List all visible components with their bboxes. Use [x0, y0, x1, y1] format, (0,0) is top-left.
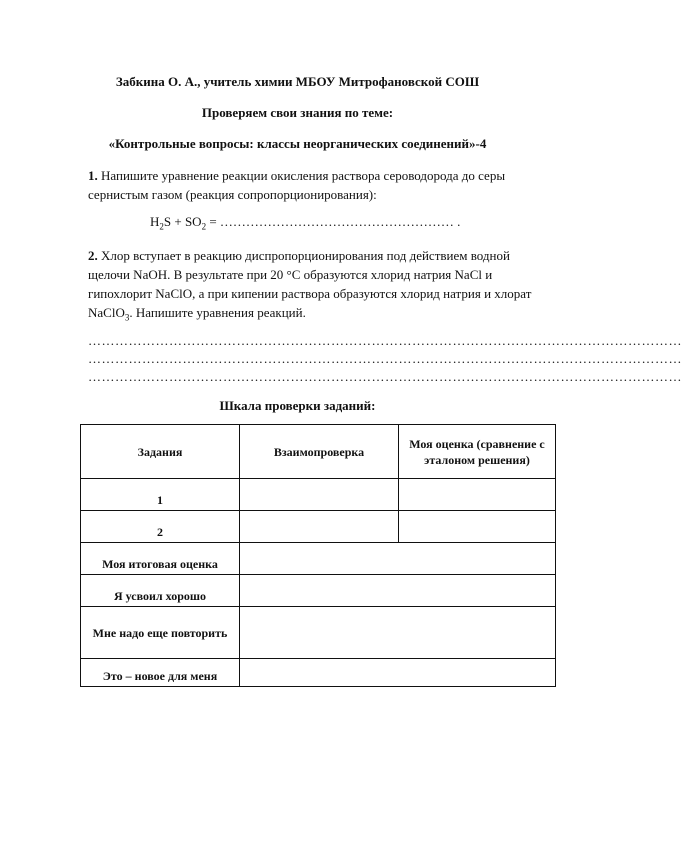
- summary-value-cell[interactable]: [240, 543, 556, 575]
- task2-paragraph: [88, 246, 550, 322]
- formula-h-sub: 2: [159, 221, 164, 232]
- task1-paragraph: [88, 166, 550, 204]
- summary-value-cell[interactable]: [240, 575, 556, 607]
- summary-label: Мне надо еще повторить: [81, 607, 240, 659]
- summary-row: [81, 543, 556, 575]
- table-row: [81, 511, 556, 543]
- table-header-row: [81, 425, 556, 479]
- task1-text: Напишите уравнение реакции окисления раствора сероводорода до серы сернистым газом (реакция сопропорционирования):: [88, 168, 506, 202]
- subtitle: Проверяем свои знания по теме:: [201, 105, 394, 120]
- summary-label: Моя итоговая оценка: [81, 543, 240, 575]
- summary-row: [81, 575, 556, 607]
- peer-check-cell[interactable]: [240, 511, 399, 543]
- formula-so-sub: 2: [201, 221, 207, 232]
- formula-answer-blank: = ……………………………………………… .: [206, 214, 461, 229]
- peer-check-cell[interactable]: [240, 479, 399, 511]
- self-grade-cell[interactable]: [399, 511, 556, 543]
- header-tasks: Задания: [81, 425, 240, 479]
- task-number-cell: 1: [81, 479, 240, 511]
- summary-row: [81, 607, 556, 659]
- summary-label: Это – новое для меня: [81, 659, 240, 687]
- topic-title: «Контрольные вопросы: классы неорганических соединений»-4: [108, 136, 487, 151]
- formula-s-so: S + SO: [163, 214, 202, 229]
- header-self-grade: Моя оценка (сравнение с эталоном решения): [399, 425, 556, 479]
- summary-value-cell[interactable]: [240, 607, 556, 659]
- answer-line[interactable]: ……………………………………………………………………………………………………………………: [88, 351, 682, 366]
- check-table: [80, 424, 556, 687]
- summary-label: Я усвоил хорошо: [81, 575, 240, 607]
- task2-text-end: . Напишите уравнения реакций.: [129, 305, 306, 320]
- header-peer-check: Взаимопроверка: [240, 425, 399, 479]
- summary-row: [81, 659, 556, 687]
- task1-number: 1.: [88, 168, 98, 183]
- table-title: Шкала проверки заданий:: [219, 398, 376, 413]
- task-number-cell: 2: [81, 511, 240, 543]
- task1-formula: [150, 214, 460, 230]
- author-line: Забкина О. А., учитель химии МБОУ Митрофановской СОШ: [115, 74, 480, 89]
- task2-text-sub: 3: [124, 312, 130, 323]
- table-row: [81, 479, 556, 511]
- summary-value-cell[interactable]: [240, 659, 556, 687]
- task2-text: Хлор вступает в реакцию диспропорционирования под действием водной щелочи NaOH. В результате при 20 °С образуются хлорид натрия NaCl и гипохлорит NaClO, а при кипении раствора образуются хлорид натрия и хлорат NaClO: [88, 248, 532, 320]
- answer-line[interactable]: ……………………………………………………………………………………………………………………: [88, 369, 682, 384]
- self-grade-cell[interactable]: [399, 479, 556, 511]
- answer-line[interactable]: ……………………………………………………………………………………………………………………: [88, 333, 682, 348]
- task2-number: 2.: [88, 248, 98, 263]
- formula-h: H: [150, 214, 160, 229]
